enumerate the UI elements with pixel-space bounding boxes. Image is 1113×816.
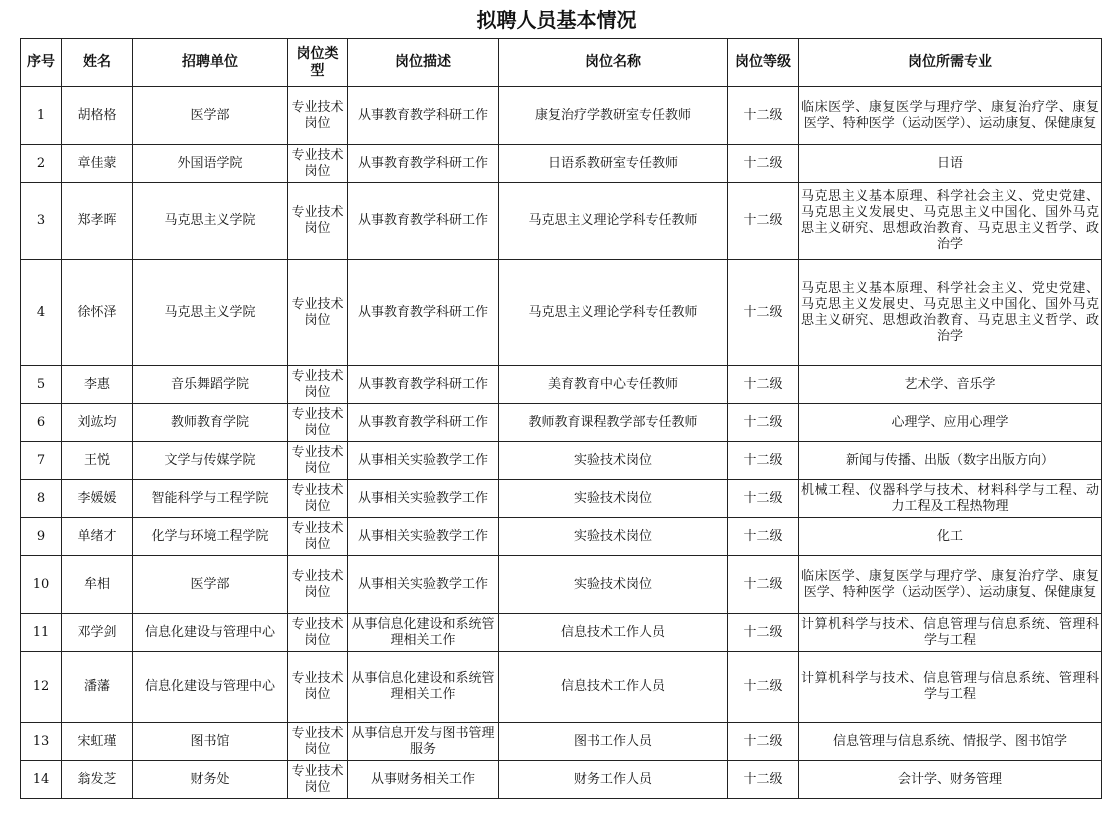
table-row (21, 480, 1102, 518)
cell-unit: 信息化建设与管理中心 (133, 614, 288, 652)
cell-name: 李媛媛 (62, 480, 133, 518)
cell-post-type: 专业技术岗位 (288, 183, 348, 260)
cell-name: 邓学剑 (62, 614, 133, 652)
cell-unit: 信息化建设与管理中心 (133, 652, 288, 723)
cell-post-type: 专业技术岗位 (288, 480, 348, 518)
cell-post-name: 实验技术岗位 (499, 480, 728, 518)
table-row (21, 87, 1102, 145)
cell-index: 5 (21, 366, 62, 404)
cell-unit: 马克思主义学院 (133, 183, 288, 260)
cell-index: 4 (21, 260, 62, 366)
cell-major: 心理学、应用心理学 (799, 404, 1102, 442)
table-row (21, 404, 1102, 442)
cell-post-type: 专业技术岗位 (288, 442, 348, 480)
table-row (21, 652, 1102, 723)
cell-major: 信息管理与信息系统、情报学、图书馆学 (799, 723, 1102, 761)
cell-post-desc: 从事相关实验教学工作 (348, 518, 499, 556)
cell-post-type: 专业技术岗位 (288, 404, 348, 442)
cell-post-name: 财务工作人员 (499, 761, 728, 799)
cell-post-level: 十二级 (728, 614, 799, 652)
cell-post-level: 十二级 (728, 145, 799, 183)
cell-name: 王悦 (62, 442, 133, 480)
table-row (21, 614, 1102, 652)
cell-post-desc: 从事教育教学科研工作 (348, 183, 499, 260)
cell-index: 3 (21, 183, 62, 260)
cell-post-desc: 从事教育教学科研工作 (348, 366, 499, 404)
cell-post-type: 专业技术岗位 (288, 652, 348, 723)
cell-index: 7 (21, 442, 62, 480)
cell-post-level: 十二级 (728, 183, 799, 260)
cell-major: 计算机科学与技术、信息管理与信息系统、管理科学与工程 (799, 614, 1102, 652)
cell-post-desc: 从事教育教学科研工作 (348, 145, 499, 183)
cell-post-level: 十二级 (728, 480, 799, 518)
candidates-table (20, 38, 1102, 799)
table-row (21, 183, 1102, 260)
cell-post-name: 教师教育课程教学部专任教师 (499, 404, 728, 442)
table-row (21, 761, 1102, 799)
cell-major: 会计学、财务管理 (799, 761, 1102, 799)
cell-unit: 马克思主义学院 (133, 260, 288, 366)
cell-unit: 医学部 (133, 556, 288, 614)
header-index: 序号 (21, 39, 62, 87)
cell-post-desc: 从事教育教学科研工作 (348, 404, 499, 442)
cell-major: 临床医学、康复医学与理疗学、康复治疗学、康复医学、特种医学（运动医学）、运动康复、保健康复 (799, 556, 1102, 614)
cell-name: 刘竑均 (62, 404, 133, 442)
cell-major: 计算机科学与技术、信息管理与信息系统、管理科学与工程 (799, 652, 1102, 723)
cell-unit: 外国语学院 (133, 145, 288, 183)
cell-post-name: 图书工作人员 (499, 723, 728, 761)
cell-post-type: 专业技术岗位 (288, 614, 348, 652)
cell-major: 化工 (799, 518, 1102, 556)
header-post-desc: 岗位描述 (348, 39, 499, 87)
header-post-type: 岗位类型 (288, 39, 348, 87)
cell-post-name: 实验技术岗位 (499, 556, 728, 614)
cell-post-desc: 从事财务相关工作 (348, 761, 499, 799)
cell-unit: 财务处 (133, 761, 288, 799)
cell-name: 李惠 (62, 366, 133, 404)
cell-name: 宋虹瑾 (62, 723, 133, 761)
cell-unit: 图书馆 (133, 723, 288, 761)
cell-name: 潘藩 (62, 652, 133, 723)
header-post-level: 岗位等级 (728, 39, 799, 87)
cell-post-level: 十二级 (728, 404, 799, 442)
table-row (21, 723, 1102, 761)
cell-post-type: 专业技术岗位 (288, 761, 348, 799)
cell-name: 徐怀泽 (62, 260, 133, 366)
cell-unit: 智能科学与工程学院 (133, 480, 288, 518)
cell-post-level: 十二级 (728, 518, 799, 556)
cell-post-name: 康复治疗学教研室专任教师 (499, 87, 728, 145)
cell-post-type: 专业技术岗位 (288, 145, 348, 183)
cell-unit: 文学与传媒学院 (133, 442, 288, 480)
page-title: 拟聘人员基本情况 (476, 8, 637, 32)
cell-post-name: 马克思主义理论学科专任教师 (499, 260, 728, 366)
cell-post-level: 十二级 (728, 260, 799, 366)
cell-post-name: 美育教育中心专任教师 (499, 366, 728, 404)
cell-post-name: 信息技术工作人员 (499, 614, 728, 652)
cell-major: 马克思主义基本原理、科学社会主义、党史党建、马克思主义发展史、马克思主义中国化、国外马克思主义研究、思想政治教育、马克思主义哲学、政治学 (799, 183, 1102, 260)
cell-post-desc: 从事相关实验教学工作 (348, 480, 499, 518)
cell-unit: 音乐舞蹈学院 (133, 366, 288, 404)
cell-post-level: 十二级 (728, 366, 799, 404)
cell-post-level: 十二级 (728, 723, 799, 761)
table-row (21, 260, 1102, 366)
header-major: 岗位所需专业 (799, 39, 1102, 87)
cell-post-name: 实验技术岗位 (499, 518, 728, 556)
cell-post-name: 马克思主义理论学科专任教师 (499, 183, 728, 260)
cell-name: 章佳蒙 (62, 145, 133, 183)
table-row (21, 145, 1102, 183)
header-post-name: 岗位名称 (499, 39, 728, 87)
cell-post-name: 日语系教研室专任教师 (499, 145, 728, 183)
cell-major: 日语 (799, 145, 1102, 183)
cell-major: 艺术学、音乐学 (799, 366, 1102, 404)
cell-post-desc: 从事教育教学科研工作 (348, 87, 499, 145)
cell-post-desc: 从事相关实验教学工作 (348, 442, 499, 480)
cell-post-desc: 从事相关实验教学工作 (348, 556, 499, 614)
cell-index: 2 (21, 145, 62, 183)
cell-post-level: 十二级 (728, 87, 799, 145)
cell-post-level: 十二级 (728, 761, 799, 799)
cell-post-type: 专业技术岗位 (288, 366, 348, 404)
cell-name: 郑孝晖 (62, 183, 133, 260)
cell-unit: 医学部 (133, 87, 288, 145)
cell-major: 临床医学、康复医学与理疗学、康复治疗学、康复医学、特种医学（运动医学）、运动康复、保健康复 (799, 87, 1102, 145)
cell-post-desc: 从事信息化建设和系统管理相关工作 (348, 614, 499, 652)
cell-post-desc: 从事信息开发与图书管理服务 (348, 723, 499, 761)
cell-major: 马克思主义基本原理、科学社会主义、党史党建、马克思主义发展史、马克思主义中国化、国外马克思主义研究、思想政治教育、马克思主义哲学、政治学 (799, 260, 1102, 366)
cell-post-type: 专业技术岗位 (288, 518, 348, 556)
cell-post-type: 专业技术岗位 (288, 556, 348, 614)
cell-post-type: 专业技术岗位 (288, 260, 348, 366)
table-row (21, 366, 1102, 404)
cell-index: 9 (21, 518, 62, 556)
cell-name: 牟相 (62, 556, 133, 614)
table-header-row (21, 39, 1102, 87)
cell-index: 12 (21, 652, 62, 723)
cell-name: 胡格格 (62, 87, 133, 145)
header-unit: 招聘单位 (133, 39, 288, 87)
cell-index: 6 (21, 404, 62, 442)
cell-post-name: 信息技术工作人员 (499, 652, 728, 723)
cell-post-desc: 从事教育教学科研工作 (348, 260, 499, 366)
cell-name: 单绪才 (62, 518, 133, 556)
cell-index: 11 (21, 614, 62, 652)
cell-index: 14 (21, 761, 62, 799)
cell-index: 13 (21, 723, 62, 761)
cell-index: 8 (21, 480, 62, 518)
cell-post-level: 十二级 (728, 652, 799, 723)
cell-post-name: 实验技术岗位 (499, 442, 728, 480)
cell-post-level: 十二级 (728, 442, 799, 480)
cell-major: 新闻与传播、出版（数字出版方向） (799, 442, 1102, 480)
header-name: 姓名 (62, 39, 133, 87)
cell-unit: 化学与环境工程学院 (133, 518, 288, 556)
cell-post-desc: 从事信息化建设和系统管理相关工作 (348, 652, 499, 723)
cell-index: 1 (21, 87, 62, 145)
table-row (21, 556, 1102, 614)
cell-unit: 教师教育学院 (133, 404, 288, 442)
cell-name: 翁发芝 (62, 761, 133, 799)
cell-post-type: 专业技术岗位 (288, 87, 348, 145)
cell-index: 10 (21, 556, 62, 614)
table-row (21, 518, 1102, 556)
cell-major: 机械工程、仪器科学与技术、材料科学与工程、动力工程及工程热物理 (799, 480, 1102, 518)
table-row (21, 442, 1102, 480)
cell-post-level: 十二级 (728, 556, 799, 614)
cell-post-type: 专业技术岗位 (288, 723, 348, 761)
